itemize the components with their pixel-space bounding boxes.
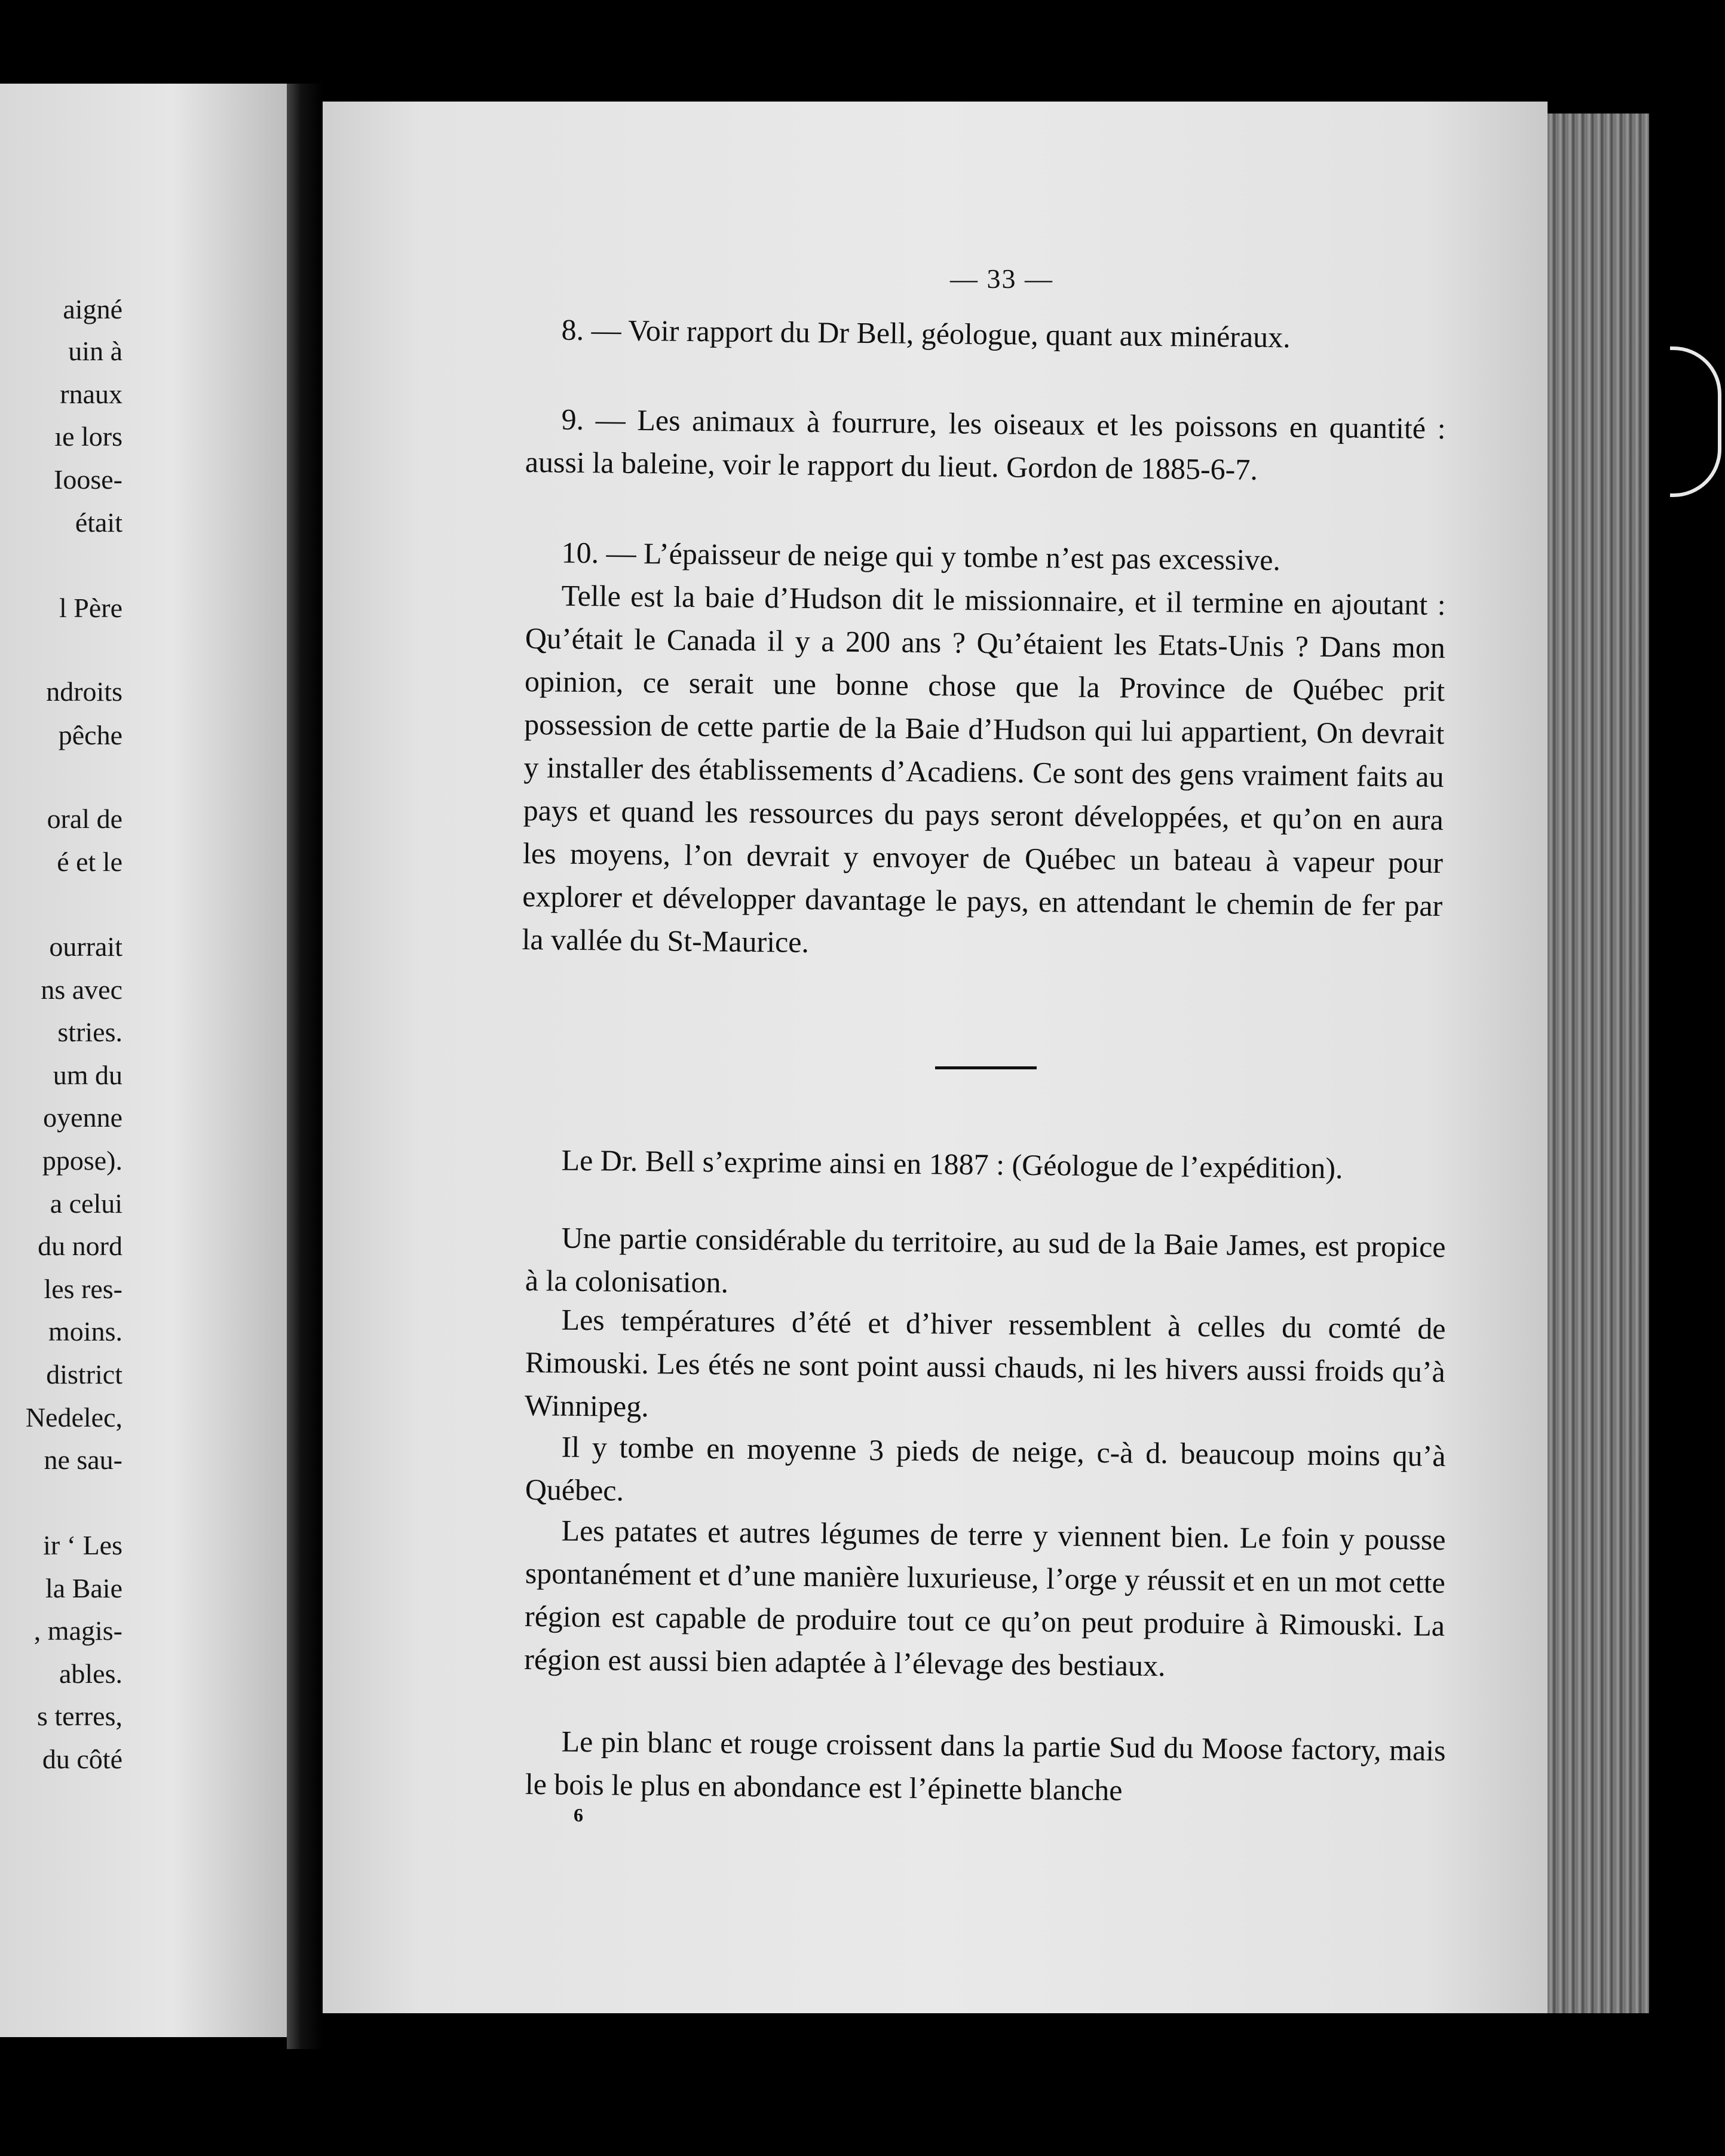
left-text-fragment: ppose). bbox=[42, 1145, 122, 1176]
left-text-fragment: stries. bbox=[57, 1017, 122, 1047]
left-text-fragment: ne sau- bbox=[44, 1445, 122, 1475]
left-facing-page bbox=[0, 84, 287, 2037]
paragraph-temperatures: Les températures d’été et d’hiver ressemblent à celles du comté de Rimouski. Les étés ne sont point aussi chauds, ni les hivers aussi froids qu’à Winnipeg. bbox=[524, 1302, 1446, 1424]
paragraph-item-9: 9. — Les animaux à fourrure, les oiseaux et les poissons en quantité : aussi la baleine, voir le rapport du lieut. Gordon de 1885-6-7. bbox=[525, 402, 1446, 486]
left-text-fragment: uin à bbox=[68, 336, 122, 366]
left-text-fragment: rnaux bbox=[60, 379, 122, 409]
left-text-fragment: aigné bbox=[63, 294, 122, 324]
left-text-fragment: , magis- bbox=[33, 1615, 122, 1646]
paragraph-dr-bell-intro: Le Dr. Bell s’exprime ainsi en 1887 : (Géologue de l’expédition). bbox=[561, 1143, 1343, 1185]
left-text-fragment: du nord bbox=[38, 1231, 122, 1261]
paragraph-snow: Il y tombe en moyenne 3 pieds de neige, c-à d. beaucoup moins qu’à Québec. bbox=[525, 1430, 1446, 1507]
left-text-fragment: la Baie bbox=[45, 1573, 122, 1603]
paragraph-item-8: 8. — Voir rapport du Dr Bell, géologue, quant aux minéraux. bbox=[561, 312, 1291, 354]
left-text-fragment: a celui bbox=[50, 1188, 122, 1219]
left-text-fragment: ables. bbox=[59, 1658, 122, 1689]
left-text-fragment: du côté bbox=[42, 1744, 122, 1774]
page-number: — 33 — bbox=[950, 263, 1053, 294]
left-text-fragment: Nedelec, bbox=[25, 1402, 122, 1433]
left-text-fragment: s terres, bbox=[36, 1701, 122, 1731]
left-text-fragment: ourrait bbox=[49, 931, 122, 962]
left-text-fragment: Ioose- bbox=[54, 464, 122, 495]
section-divider bbox=[935, 1066, 1037, 1069]
left-text-fragment: district bbox=[46, 1359, 122, 1390]
paragraph-colonisation: Une partie considérable du territoire, au sud de la Baie James, est propice à la colonisation. bbox=[525, 1220, 1446, 1299]
paragraph-forests: Le pin blanc et rouge croissent dans la partie Sud du Moose factory, mais le bois le plus en abondance est l’épinette blanche bbox=[525, 1724, 1446, 1807]
left-text-fragment: ndroits bbox=[46, 676, 122, 707]
left-text-fragment: ir ‘ Les bbox=[43, 1530, 122, 1560]
left-text-fragment: ıe lors bbox=[54, 421, 122, 452]
signature-mark: 6 bbox=[574, 1804, 583, 1826]
left-text-fragment: les res- bbox=[44, 1274, 122, 1304]
left-text-fragment: ns avec bbox=[41, 974, 122, 1005]
paragraph-crops: Les patates et autres légumes de terre y viennent bien. Le foin y pousse spontanément et d’une manière luxurieuse, l’orge y réussit et en un mot cette région est capable de produire tout ce qu’on peut produire à Rimouski. La région est aussi bien adaptée à l’élevage des bestiaux. bbox=[524, 1513, 1446, 1683]
left-text-fragment: um du bbox=[53, 1060, 122, 1090]
left-text-fragment: était bbox=[75, 507, 122, 538]
left-text-fragment: oral de bbox=[47, 803, 122, 834]
left-text-fragment: pêche bbox=[58, 720, 122, 750]
paragraph-item-10: 10. — L’épaisseur de neige qui y tombe n’est pas excessive. bbox=[561, 535, 1281, 577]
paragraph-quote-missionary: Telle est la baie d’Hudson dit le missionnaire, et il termine en ajoutant : Qu’était le Canada il y a 200 ans ? Qu’étaient les Etats-Unis ? Dans mon opinion, ce serait une bonne chose que la Province de Québec prit possession de cette partie de la Baie d’Hudson qui lui appartient, On devrait y installer des établissements d’Acadiens. Ce sont des gens vraiment faits au pays et quand les ressources du pays seront développées, et qu’on en aura les moyens, l’on devrait y envoyer de Québec un bateau à vapeur pour explorer et développer davantage le pays, en attendant le chemin de fer par la vallée du St-Maurice. bbox=[522, 578, 1446, 959]
left-text-fragment: é et le bbox=[57, 847, 122, 877]
page-edges bbox=[1548, 114, 1649, 2013]
left-text-fragment: l Père bbox=[59, 593, 122, 623]
page-corner-curl bbox=[1670, 346, 1721, 497]
left-text-fragment: oyenne bbox=[43, 1102, 122, 1133]
left-text-fragment: moins. bbox=[48, 1316, 122, 1347]
book-gutter bbox=[287, 84, 323, 2049]
